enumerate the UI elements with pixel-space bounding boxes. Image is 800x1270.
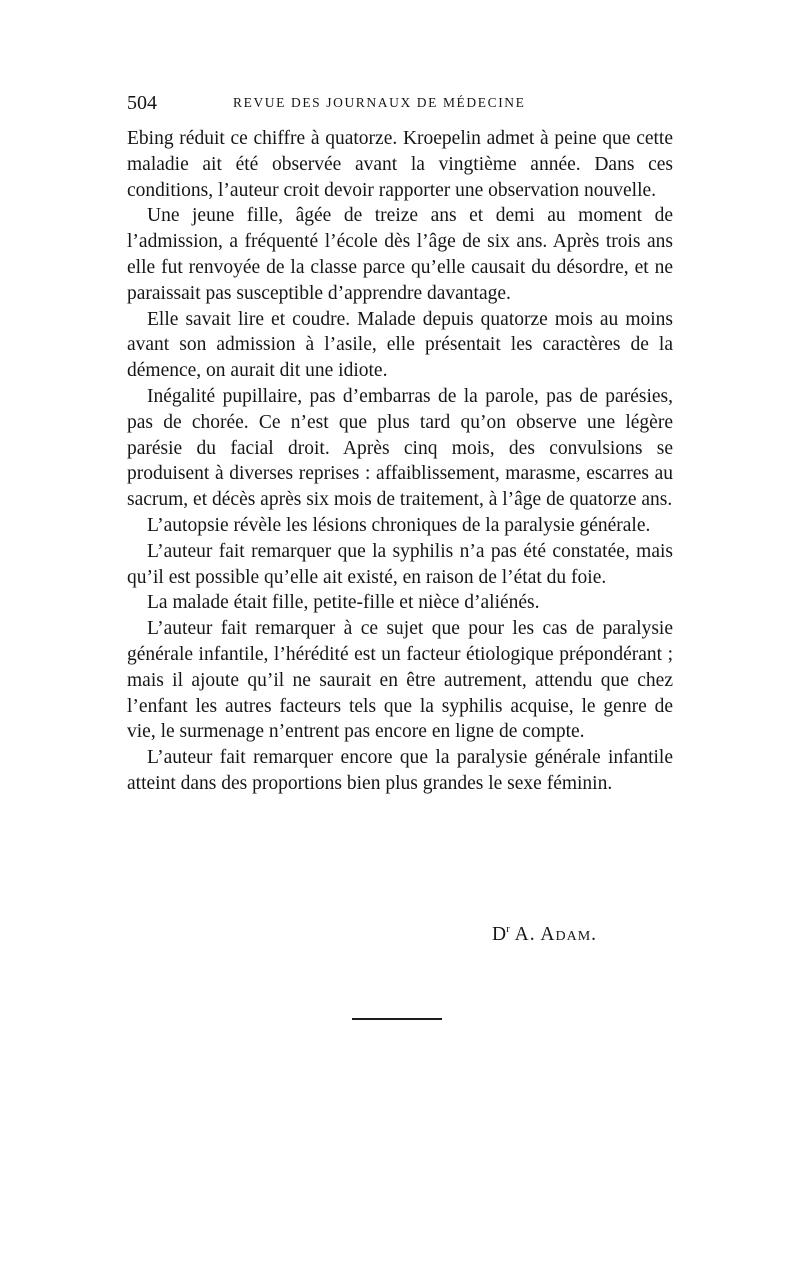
paragraph: Une jeune fille, âgée de treize ans et demi au moment de l’admission, a fréquenté l’école dès l’âge de six ans. Après trois ans elle fut renvoyée de la classe parce qu’elle causait du désordre, et ne paraissait pas susceptible d’apprendre davantage. [127, 205, 673, 304]
signature-name: A. Adam. [514, 924, 598, 945]
paragraph: L’auteur fait remarquer à ce sujet que pour les cas de paralysie générale infantile, l’hérédité est un facteur étiologique prépondérant ; mais il ajoute qu’il ne saurait en être autrement, attendu que chez l’enfant les autres facteurs tels que la syphilis acquise, le genre de vie, le surmenage n’entrent pas encore en ligne de compte. [127, 618, 673, 743]
signature-title: D [492, 924, 507, 945]
signature-title-superscript: r [506, 923, 510, 935]
paragraph: L’auteur fait remarquer que la syphilis n’a pas été constatée, mais qu’il est possible qu’elle ait existé, en raison de l’état du foie. [127, 540, 673, 588]
end-rule-divider [352, 1018, 442, 1020]
page-header [127, 91, 673, 117]
paragraph: Elle savait lire et coudre. Malade depuis quatorze mois au moins avant son admission à l’asile, elle présentait les caractères de la démence, on aurait dit une idiote. [127, 308, 673, 382]
running-title: REVUE DES JOURNAUX DE MÉDECINE [233, 95, 526, 110]
paragraph: Ebing réduit ce chiffre à quatorze. Kroepelin admet à peine que cette maladie ait été observée avant la vingtième année. Dans ces conditions, l’auteur croit devoir rapporter une observation nouvelle. [127, 128, 673, 201]
article-body [127, 126, 673, 797]
author-signature [492, 916, 597, 948]
paragraph: La malade était fille, petite-fille et nièce d’aliénés. [147, 592, 540, 614]
paragraph: Inégalité pupillaire, pas d’embarras de la parole, pas de parésies, pas de chorée. Ce n’est que plus tard qu’on observe une légère parésie du facial droit. Après cinq mois, des convulsions se produisent à diverses reprises : affaiblissement, marasme, escarres au sacrum, et décès après six mois de traitement, à l’âge de quatorze ans. [127, 385, 673, 511]
paragraph: L’autopsie révèle les lésions chroniques de la paralysie générale. [147, 514, 651, 536]
paragraph: L’auteur fait remarquer encore que la paralysie générale infantile atteint dans des proportions bien plus grandes le sexe féminin. [127, 747, 673, 794]
page-number: 504 [127, 92, 157, 114]
